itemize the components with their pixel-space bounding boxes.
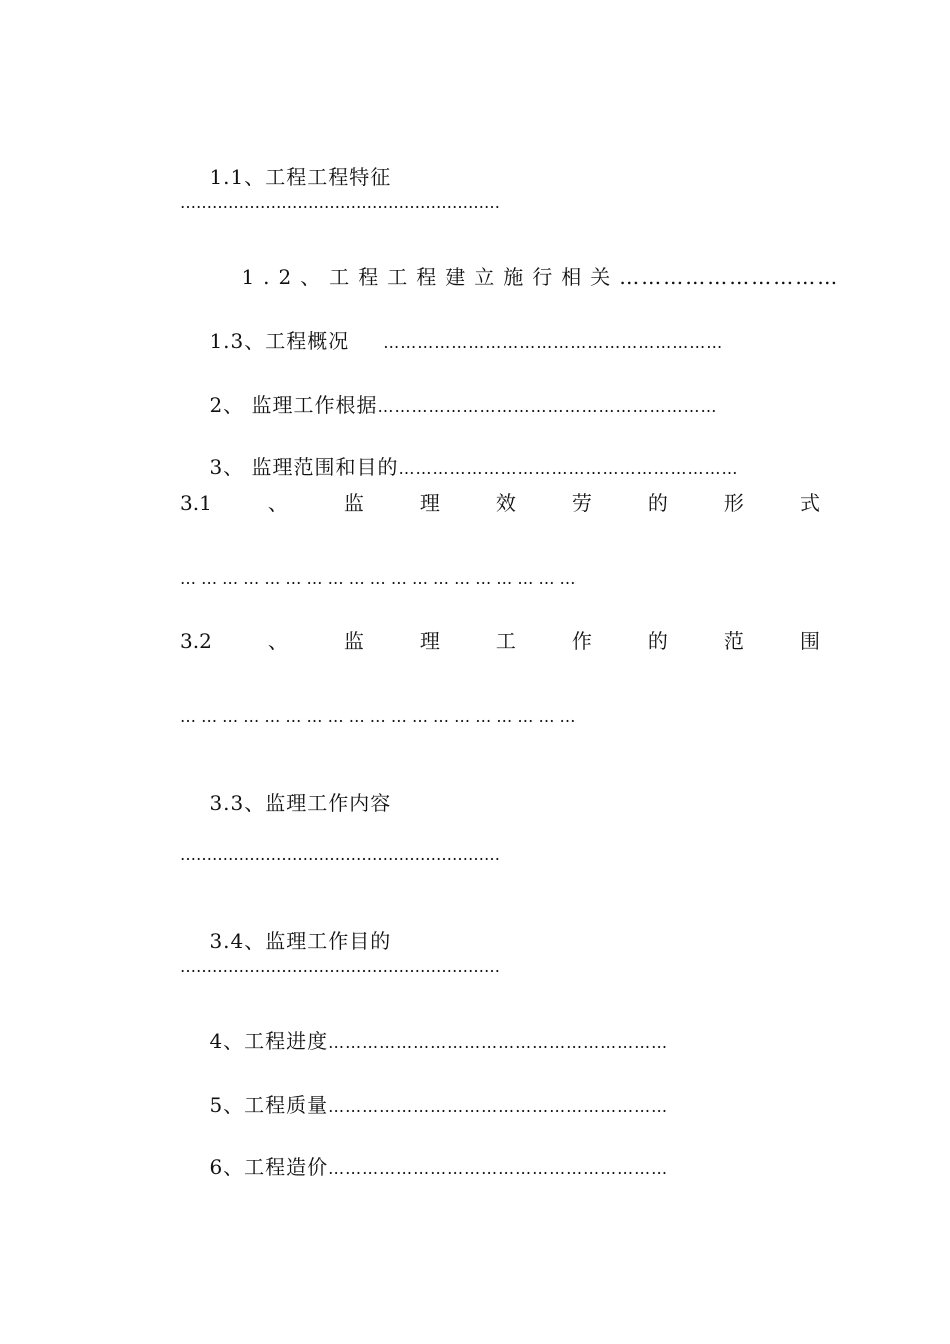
toc-entry-title: 4、工程进度 (209, 1029, 329, 1053)
toc-leader-dots: …………………………………………………… (398, 459, 739, 478)
toc-entry-title: 2、 监理工作根据 (209, 393, 378, 417)
toc-char: 作 (571, 629, 592, 653)
toc-leader-dots: …………………………………………………… (383, 333, 724, 352)
toc-leader-dots: …………………………………………………… (328, 1097, 669, 1116)
toc-entry-3-2 (180, 628, 820, 654)
toc-char: 监 (343, 491, 364, 515)
toc-char: 围 (799, 629, 820, 653)
toc-char: 式 (799, 491, 820, 515)
toc-leader-dots: ………………………… (619, 265, 840, 289)
toc-leader-dots: … … … … … … … … … … … … … … … … … … … (180, 707, 576, 726)
toc-entry-number: 3.2 (180, 629, 212, 653)
toc-char: 、 (267, 629, 288, 653)
toc-entry-title: 3、 监理范围和目的 (209, 455, 399, 479)
toc-leader-dots: …………………………………………………… (377, 397, 718, 416)
toc-entry-title: 6、工程造价 (209, 1155, 329, 1179)
toc-entry-number: 3.1 (180, 491, 212, 515)
toc-char: 效 (495, 491, 516, 515)
toc-char: 、 (267, 491, 288, 515)
toc-char: 形 (723, 491, 744, 515)
toc-entry-3-1 (180, 490, 820, 516)
toc-entry-title: 1.1、工程工程特征 (209, 165, 392, 189)
toc-entry-title: 1.2、工程工程建立施行相关 (241, 265, 620, 289)
toc-entry-title: 1.3、工程概况 (209, 329, 350, 353)
toc-char: 理 (419, 491, 440, 515)
toc-char: 理 (419, 629, 440, 653)
toc-char: 范 (723, 629, 744, 653)
toc-char: 监 (343, 629, 364, 653)
toc-entry-3-3 (180, 764, 391, 842)
toc-char: 劳 (571, 491, 592, 515)
toc-leader-dots: … … … … … … … … … … … … … … … … … … … (180, 569, 576, 588)
toc-entry-title: 3.4、监理工作目的 (209, 929, 392, 953)
toc-entry-6 (180, 1128, 668, 1208)
toc-leader-dots: …………………………………………………… (328, 1033, 669, 1052)
toc-leader-dots: …………………………………………………… (180, 193, 500, 212)
toc-entry-title: 5、工程质量 (209, 1093, 329, 1117)
toc-leader-dots: …………………………………………………… (180, 957, 500, 976)
toc-char: 的 (647, 629, 668, 653)
toc-entry-title: 3.3、监理工作内容 (209, 791, 392, 815)
toc-char: 工 (495, 629, 516, 653)
toc-char: 的 (647, 491, 668, 515)
toc-leader-dots: …………………………………………………… (180, 845, 500, 864)
toc-leader-dots: …………………………………………………… (328, 1159, 669, 1178)
